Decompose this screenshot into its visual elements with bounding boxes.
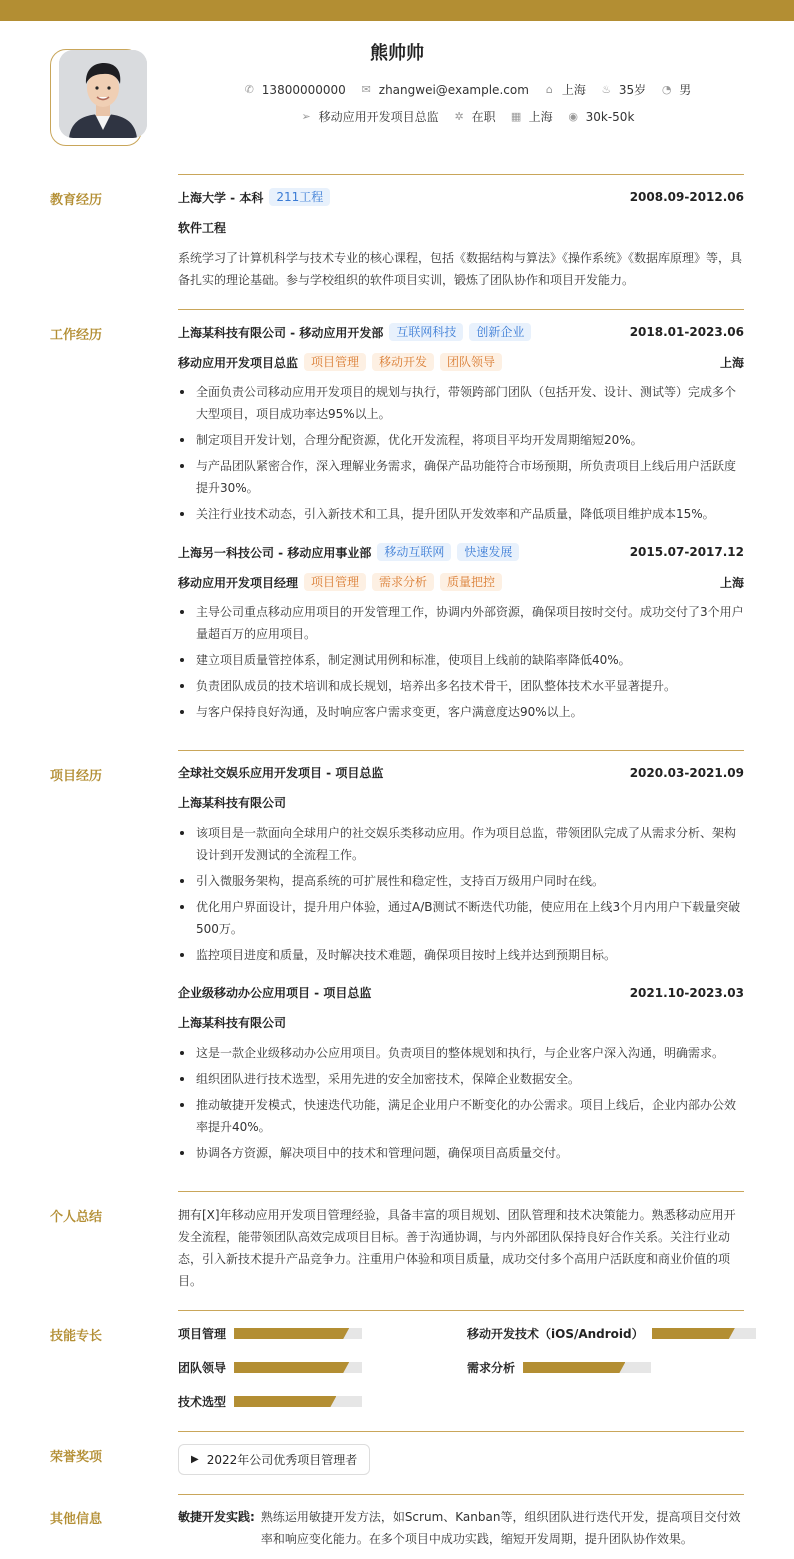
list-item: 与产品团队紧密合作，深入理解业务需求，确保产品功能符合市场预期，所负责项目上线后用户活跃度提升30%。 xyxy=(178,455,744,499)
position-text: 移动应用开发项目总监 xyxy=(318,110,439,124)
project-1-title: 全球社交娱乐应用开发项目 - 项目总监 xyxy=(178,766,384,780)
divider-other xyxy=(178,1494,744,1495)
list-item: 推动敏捷开发模式，快速迭代功能，满足企业用户不断变化的办公需求。项目上线后，企业内部办公效率提升40%。 xyxy=(178,1094,744,1138)
section-title-education: 教育经历 xyxy=(50,193,103,208)
other-key: 敏捷开发实践: xyxy=(178,1510,255,1524)
work-2-location: 上海 xyxy=(719,575,744,590)
contact-row xyxy=(140,81,794,98)
list-item: 主导公司重点移动应用项目的开发管理工作，协调内外部资源，确保项目按时交付。成功交付了3个用户量超百万的应用项目。 xyxy=(178,601,744,645)
work-2-date: 2015.07-2017.12 xyxy=(629,545,744,559)
skill-bar-fill xyxy=(523,1362,625,1373)
work-1-skill-1: 项目管理 xyxy=(304,353,366,371)
list-item: 关注行业技术动态，引入新技术和工具，提升团队开发效率和产品质量，降低项目维护成本15%。 xyxy=(178,503,744,525)
list-item: 协调各方资源，解决项目中的技术和管理问题，确保项目高质量交付。 xyxy=(178,1142,744,1164)
project-1-company-row xyxy=(178,794,744,811)
skill-bar xyxy=(523,1362,651,1373)
age-item xyxy=(600,81,646,98)
section-title-other: 其他信息 xyxy=(50,1512,103,1527)
work-1-bullets xyxy=(178,381,744,529)
city-text: 上海 xyxy=(528,110,553,124)
work-2-role: 移动应用开发项目经理 xyxy=(178,575,299,590)
skill-team-leadership xyxy=(178,1359,362,1376)
skill-project-management xyxy=(178,1325,362,1342)
work-1-role-row xyxy=(178,353,744,371)
section-title-skills: 技能专长 xyxy=(50,1329,103,1344)
mail-icon: ✉ xyxy=(361,83,371,96)
work-1-skill-2: 移动开发 xyxy=(372,353,434,371)
section-title-work: 工作经历 xyxy=(50,328,103,343)
work-1-role: 移动应用开发项目总监 xyxy=(178,355,299,370)
award-item[interactable] xyxy=(178,1444,370,1475)
phone-item xyxy=(243,83,346,97)
summary-text: 拥有[X]年移动应用开发项目管理经验，具备丰富的项目规划、团队管理和技术决策能力。熟悉移动应用开发全流程，能带领团队高效完成项目目标。善于沟通协调，与内外部团队保持良好合作关系。关注行业动态，引入新技术提升产品竞争力。注重用户体验和项目质量，成功交付多个高用户活跃度和商业价值的项目。 xyxy=(178,1208,736,1288)
project-1-company: 上海某科技有限公司 xyxy=(178,796,287,810)
education-description: 系统学习了计算机科学与技术专业的核心课程，包括《数据结构与算法》《操作系统》《数据库原理》等，具备扎实的理论基础。参与学校组织的软件项目实训，锻炼了团队协作和项目开发能力。 xyxy=(178,251,743,287)
job-intent-row xyxy=(140,108,794,125)
cake-icon: ♨ xyxy=(601,83,612,96)
gender-text: 男 xyxy=(679,83,692,97)
education-school: 上海大学 - 本科 xyxy=(178,190,264,205)
work-1-header xyxy=(178,323,744,341)
send-icon: ➢ xyxy=(301,110,311,123)
divider-education xyxy=(178,174,744,175)
education-date: 2008.09-2012.06 xyxy=(629,190,744,204)
project-1-date: 2020.03-2021.09 xyxy=(629,765,744,780)
candidate-name: 熊帅帅 xyxy=(370,43,424,64)
education-major-row xyxy=(178,219,744,236)
other-value: 熟练运用敏捷开发方法，如Scrum、Kanban等，组织团队进行迭代开发，提高项目交付效率和响应变化能力。在多个项目中成功实践，缩短开发周期，提升团队协作效果。 xyxy=(260,1510,741,1546)
project-1-bullets xyxy=(178,822,744,970)
location-text: 上海 xyxy=(561,83,586,97)
age-text: 35岁 xyxy=(618,83,647,97)
other-info xyxy=(178,1506,744,1550)
work-1-location: 上海 xyxy=(719,355,744,370)
list-item: 组织团队进行技术选型，采用先进的安全加密技术，保障企业数据安全。 xyxy=(178,1068,744,1090)
project-2-bullets xyxy=(178,1042,744,1168)
work-1-date: 2018.01-2023.06 xyxy=(629,325,744,339)
email-item xyxy=(360,83,529,97)
section-title-summary: 个人总结 xyxy=(50,1210,103,1225)
status-text: 在职 xyxy=(471,110,496,124)
skill-bar-fill xyxy=(234,1396,336,1407)
divider-projects xyxy=(178,750,744,751)
list-item: 引入微服务架构，提高系统的可扩展性和稳定性，支持百万级用户同时在线。 xyxy=(178,870,744,892)
work-2-tag-2: 快速发展 xyxy=(457,543,519,561)
work-1-company: 上海某科技有限公司 - 移动应用开发部 xyxy=(178,325,384,340)
list-item: 监控项目进度和质量，及时解决技术难题，确保项目按时上线并达到预期目标。 xyxy=(178,944,744,966)
salary-item xyxy=(567,110,635,124)
phone-text: 13800000000 xyxy=(261,82,346,97)
education-tag: 211工程 xyxy=(269,188,330,206)
work-1-tag-1: 互联网科技 xyxy=(389,323,463,341)
divider-awards xyxy=(178,1431,744,1432)
skill-bar xyxy=(234,1328,362,1339)
salary-text: 30k-50k xyxy=(585,109,635,124)
list-item: 负责团队成员的技术培训和成长规划，培养出多名技术骨干，团队整体技术水平显著提升。 xyxy=(178,675,744,697)
list-item: 建立项目质量管控体系，制定测试用例和标准，使项目上线前的缺陷率降低40%。 xyxy=(178,649,744,671)
award-label: 2022年公司优秀项目管理者 xyxy=(206,1453,358,1467)
divider-skills xyxy=(178,1310,744,1311)
divider-summary xyxy=(178,1191,744,1192)
list-item: 该项目是一款面向全球用户的社交娱乐类移动应用。作为项目总监，带领团队完成了从需求分析、架构设计到开发测试的全流程工作。 xyxy=(178,822,744,866)
skill-bar-fill xyxy=(652,1328,735,1339)
skill-tech-selection xyxy=(178,1393,362,1410)
list-item: 制定项目开发计划，合理分配资源，优化开发流程，将项目平均开发周期缩短20%。 xyxy=(178,429,744,451)
status-item xyxy=(453,108,496,125)
work-2-role-row xyxy=(178,573,744,591)
list-item: 这是一款企业级移动办公应用项目。负责项目的整体规划和执行，与企业客户深入沟通，明确需求。 xyxy=(178,1042,744,1064)
project-1-header xyxy=(178,764,744,781)
skill-bar xyxy=(652,1328,756,1339)
skill-bar xyxy=(234,1362,362,1373)
location-item xyxy=(543,81,586,98)
position-item xyxy=(300,108,439,125)
status-icon: ✲ xyxy=(454,110,464,123)
email-text: zhangwei@example.com xyxy=(378,82,529,97)
project-2-title: 企业级移动办公应用项目 - 项目总监 xyxy=(178,986,372,1000)
list-item: 优化用户界面设计，提升用户体验，通过A/B测试不断迭代功能，使应用在上线3个月内用户下载量突破500万。 xyxy=(178,896,744,940)
list-item: 全面负责公司移动应用开发项目的规划与执行，带领跨部门团队（包括开发、设计、测试等）完成多个大型项目，项目成功率达95%以上。 xyxy=(178,381,744,425)
project-2-company: 上海某科技有限公司 xyxy=(178,1016,287,1030)
project-2-date: 2021.10-2023.03 xyxy=(629,985,744,1000)
skill-bar xyxy=(234,1396,362,1407)
skill-label: 需求分析 xyxy=(467,1361,516,1375)
skill-label: 项目管理 xyxy=(178,1327,227,1341)
work-2-header xyxy=(178,543,744,561)
project-2-company-row xyxy=(178,1014,744,1031)
gender-icon: ◔ xyxy=(661,83,672,96)
top-accent-bar xyxy=(0,0,794,21)
education-header xyxy=(178,188,744,206)
work-2-skill-1: 项目管理 xyxy=(304,573,366,591)
list-item: 与客户保持良好沟通，及时响应客户需求变更，客户满意度达90%以上。 xyxy=(178,701,744,723)
gender-item xyxy=(660,81,691,98)
skill-label: 移动开发技术（iOS/Android） xyxy=(467,1327,644,1341)
work-1-tag-2: 创新企业 xyxy=(469,323,531,341)
divider-work xyxy=(178,309,744,310)
skill-bar-fill xyxy=(234,1362,349,1373)
home-icon: ⌂ xyxy=(545,83,553,96)
city-item xyxy=(510,108,553,125)
salary-icon: ◉ xyxy=(568,110,578,123)
education-major: 软件工程 xyxy=(178,221,227,235)
work-2-tag-1: 移动互联网 xyxy=(377,543,451,561)
section-title-awards: 荣誉奖项 xyxy=(50,1450,103,1465)
skill-label: 团队领导 xyxy=(178,1361,227,1375)
work-2-skill-3: 质量把控 xyxy=(440,573,502,591)
skill-mobile-dev xyxy=(467,1325,756,1342)
project-2-header xyxy=(178,984,744,1001)
building-icon: ▦ xyxy=(510,110,522,123)
work-2-company: 上海另一科技公司 - 移动应用事业部 xyxy=(178,545,372,560)
work-1-skill-3: 团队领导 xyxy=(440,353,502,371)
work-2-skill-2: 需求分析 xyxy=(372,573,434,591)
section-title-projects: 项目经历 xyxy=(50,769,103,784)
phone-icon: ✆ xyxy=(244,83,254,96)
caret-right-icon: ▶ xyxy=(191,1454,199,1465)
skill-requirement-analysis xyxy=(467,1359,651,1376)
skill-bar-fill xyxy=(234,1328,349,1339)
skill-label: 技术选型 xyxy=(178,1395,227,1409)
work-2-bullets xyxy=(178,601,744,727)
